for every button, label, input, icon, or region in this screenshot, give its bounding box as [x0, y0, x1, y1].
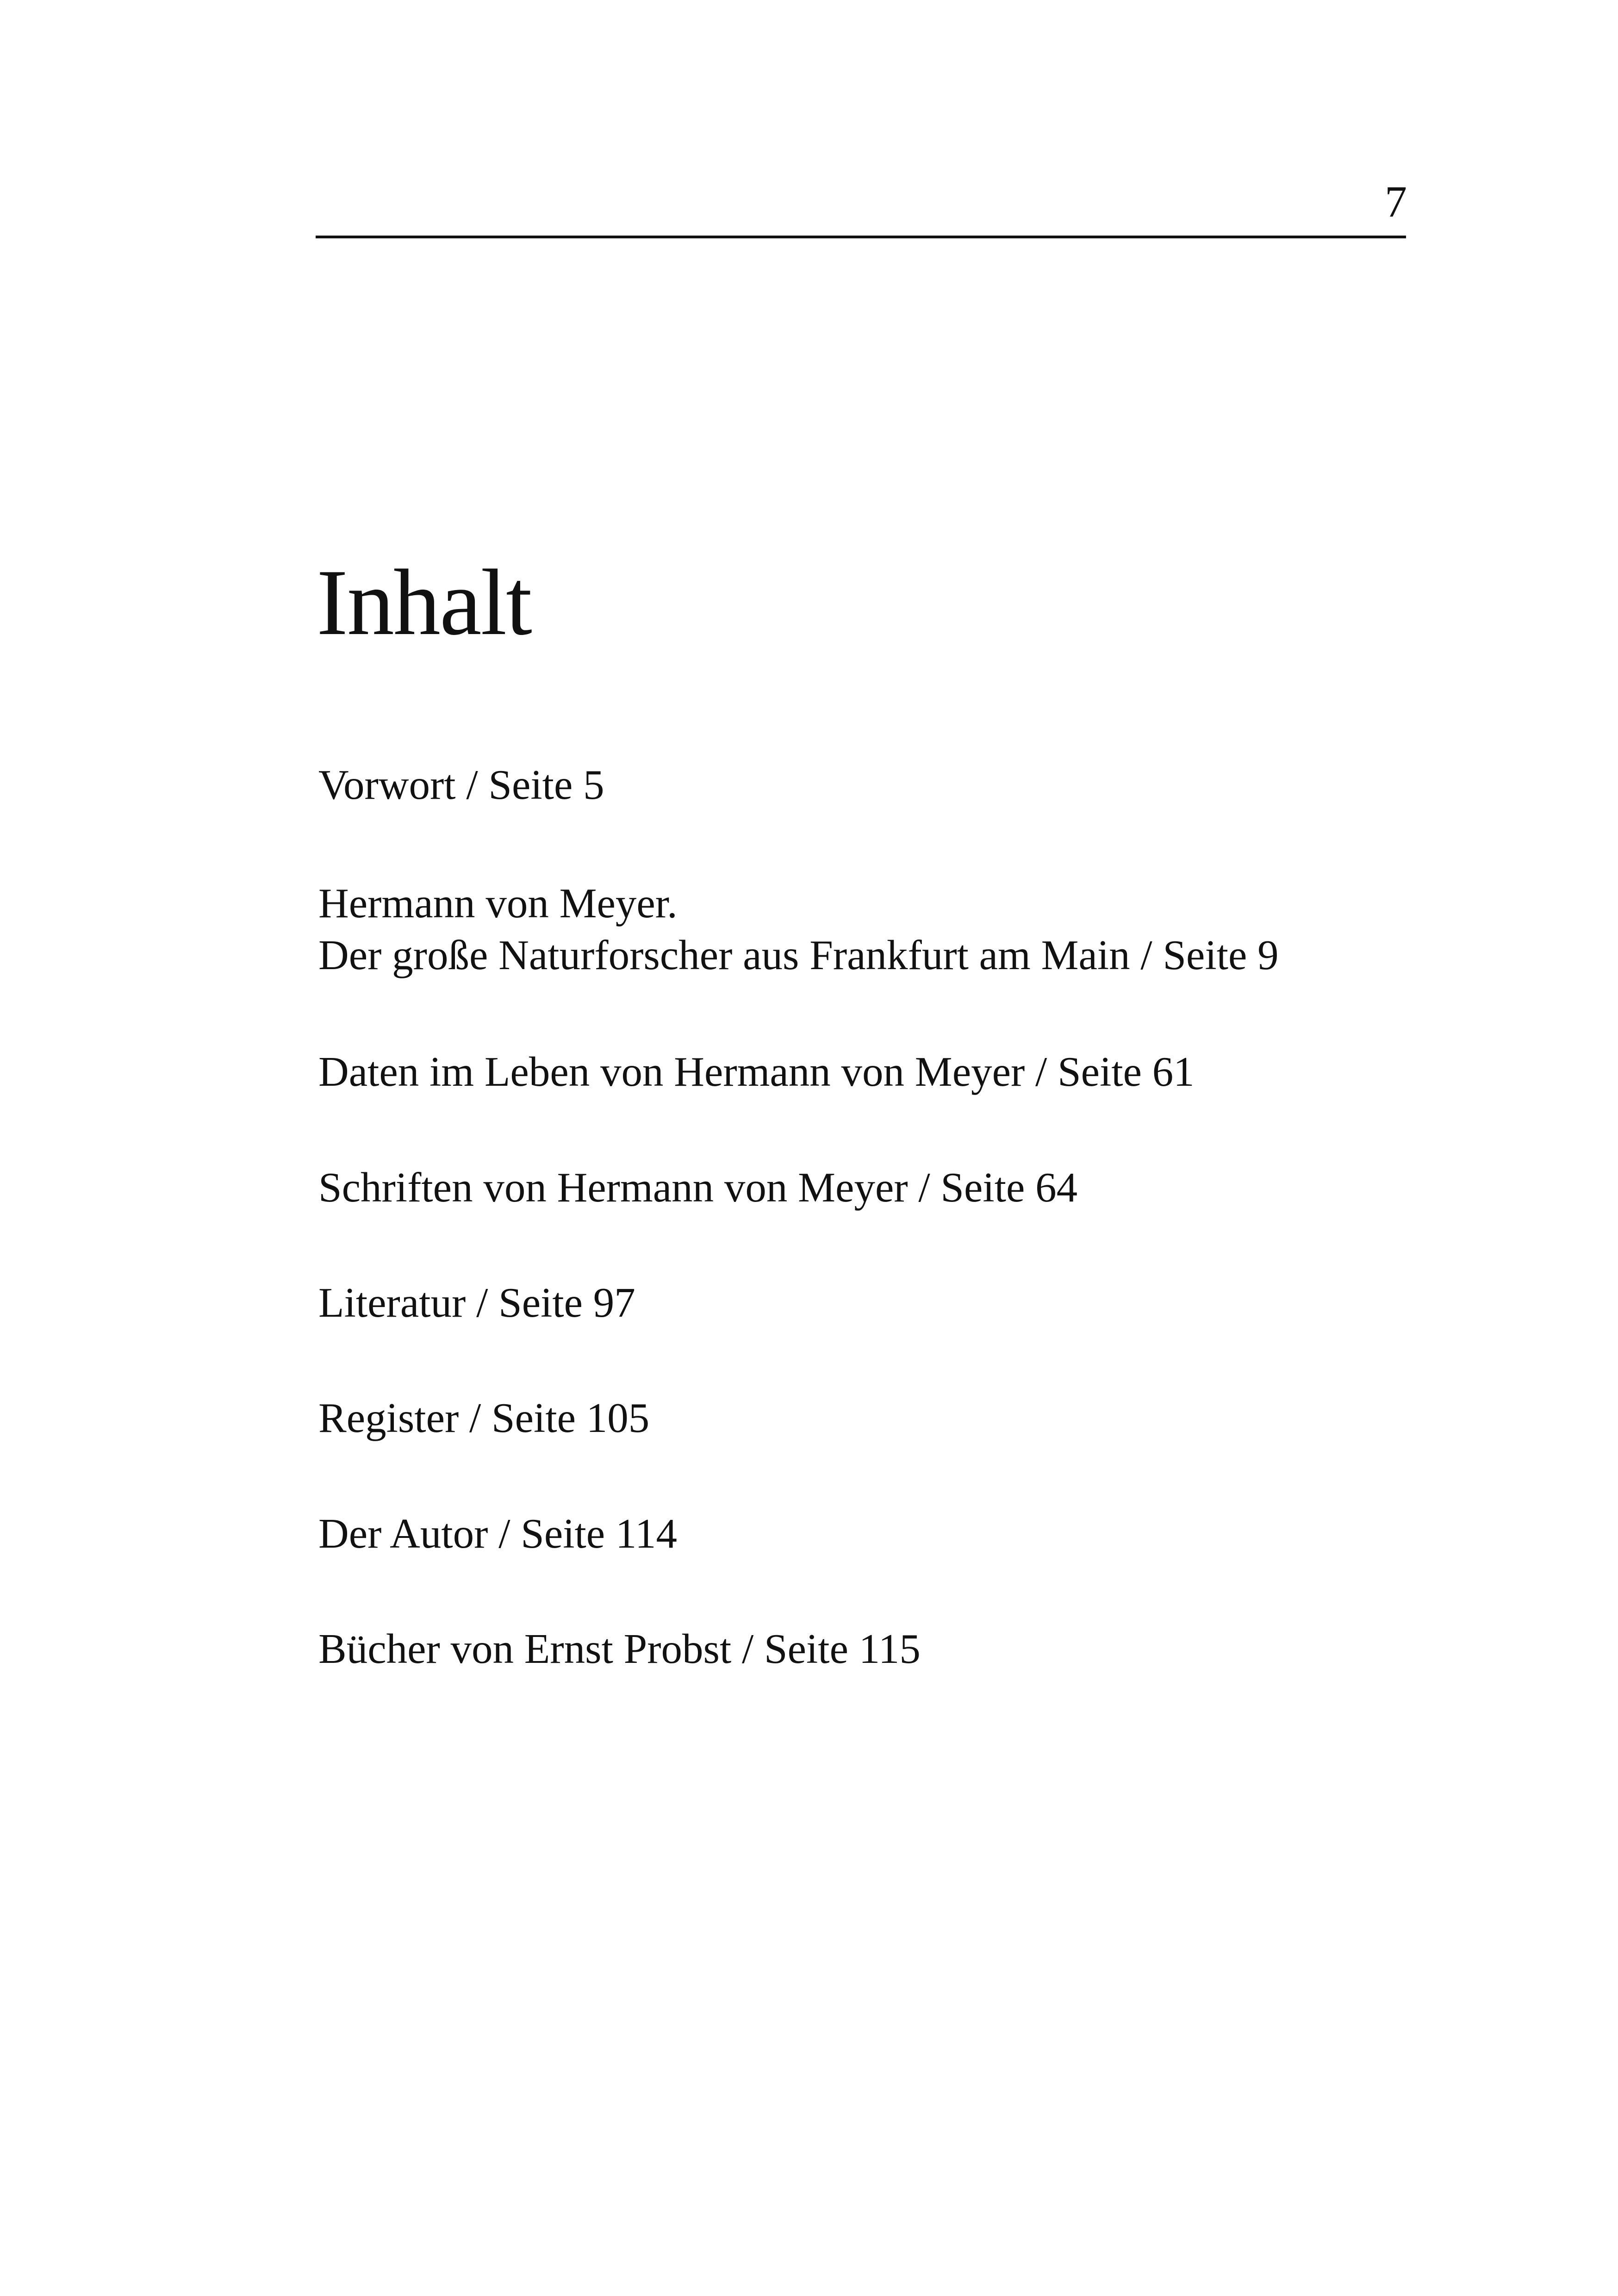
toc-entry-hermann-von-meyer — [318, 877, 1279, 981]
toc-entry-schriften — [318, 1162, 1077, 1213]
header-rule — [316, 236, 1406, 238]
toc-entry-register — [318, 1392, 649, 1444]
page-title: Inhalt — [317, 550, 531, 655]
toc-entry-vorwort — [318, 759, 604, 811]
toc-entry-line: Der große Naturforscher aus Frankfurt am Main / Seite 9 — [318, 932, 1279, 978]
toc-entry-der-autor — [318, 1508, 677, 1560]
toc-entry-line: Vorwort / Seite 5 — [318, 761, 604, 808]
toc-entry-line: Hermann von Meyer. — [318, 880, 678, 927]
toc-entry-literatur — [318, 1277, 635, 1329]
toc-entry-line: Register / Seite 105 — [318, 1394, 650, 1441]
page-number: 7 — [1385, 177, 1407, 226]
toc-entry-line: Schriften von Hermann von Meyer / Seite 64 — [318, 1164, 1078, 1211]
toc-entry-line: Literatur / Seite 97 — [318, 1279, 635, 1326]
toc-entry-line: Daten im Leben von Hermann von Meyer / Seite 61 — [318, 1048, 1195, 1095]
toc-entry-daten-im-leben — [318, 1046, 1195, 1098]
toc-entry-buecher — [318, 1623, 921, 1675]
toc-entry-line: Der Autor / Seite 114 — [318, 1510, 678, 1557]
toc-entry-line: Bücher von Ernst Probst / Seite 115 — [318, 1625, 921, 1672]
